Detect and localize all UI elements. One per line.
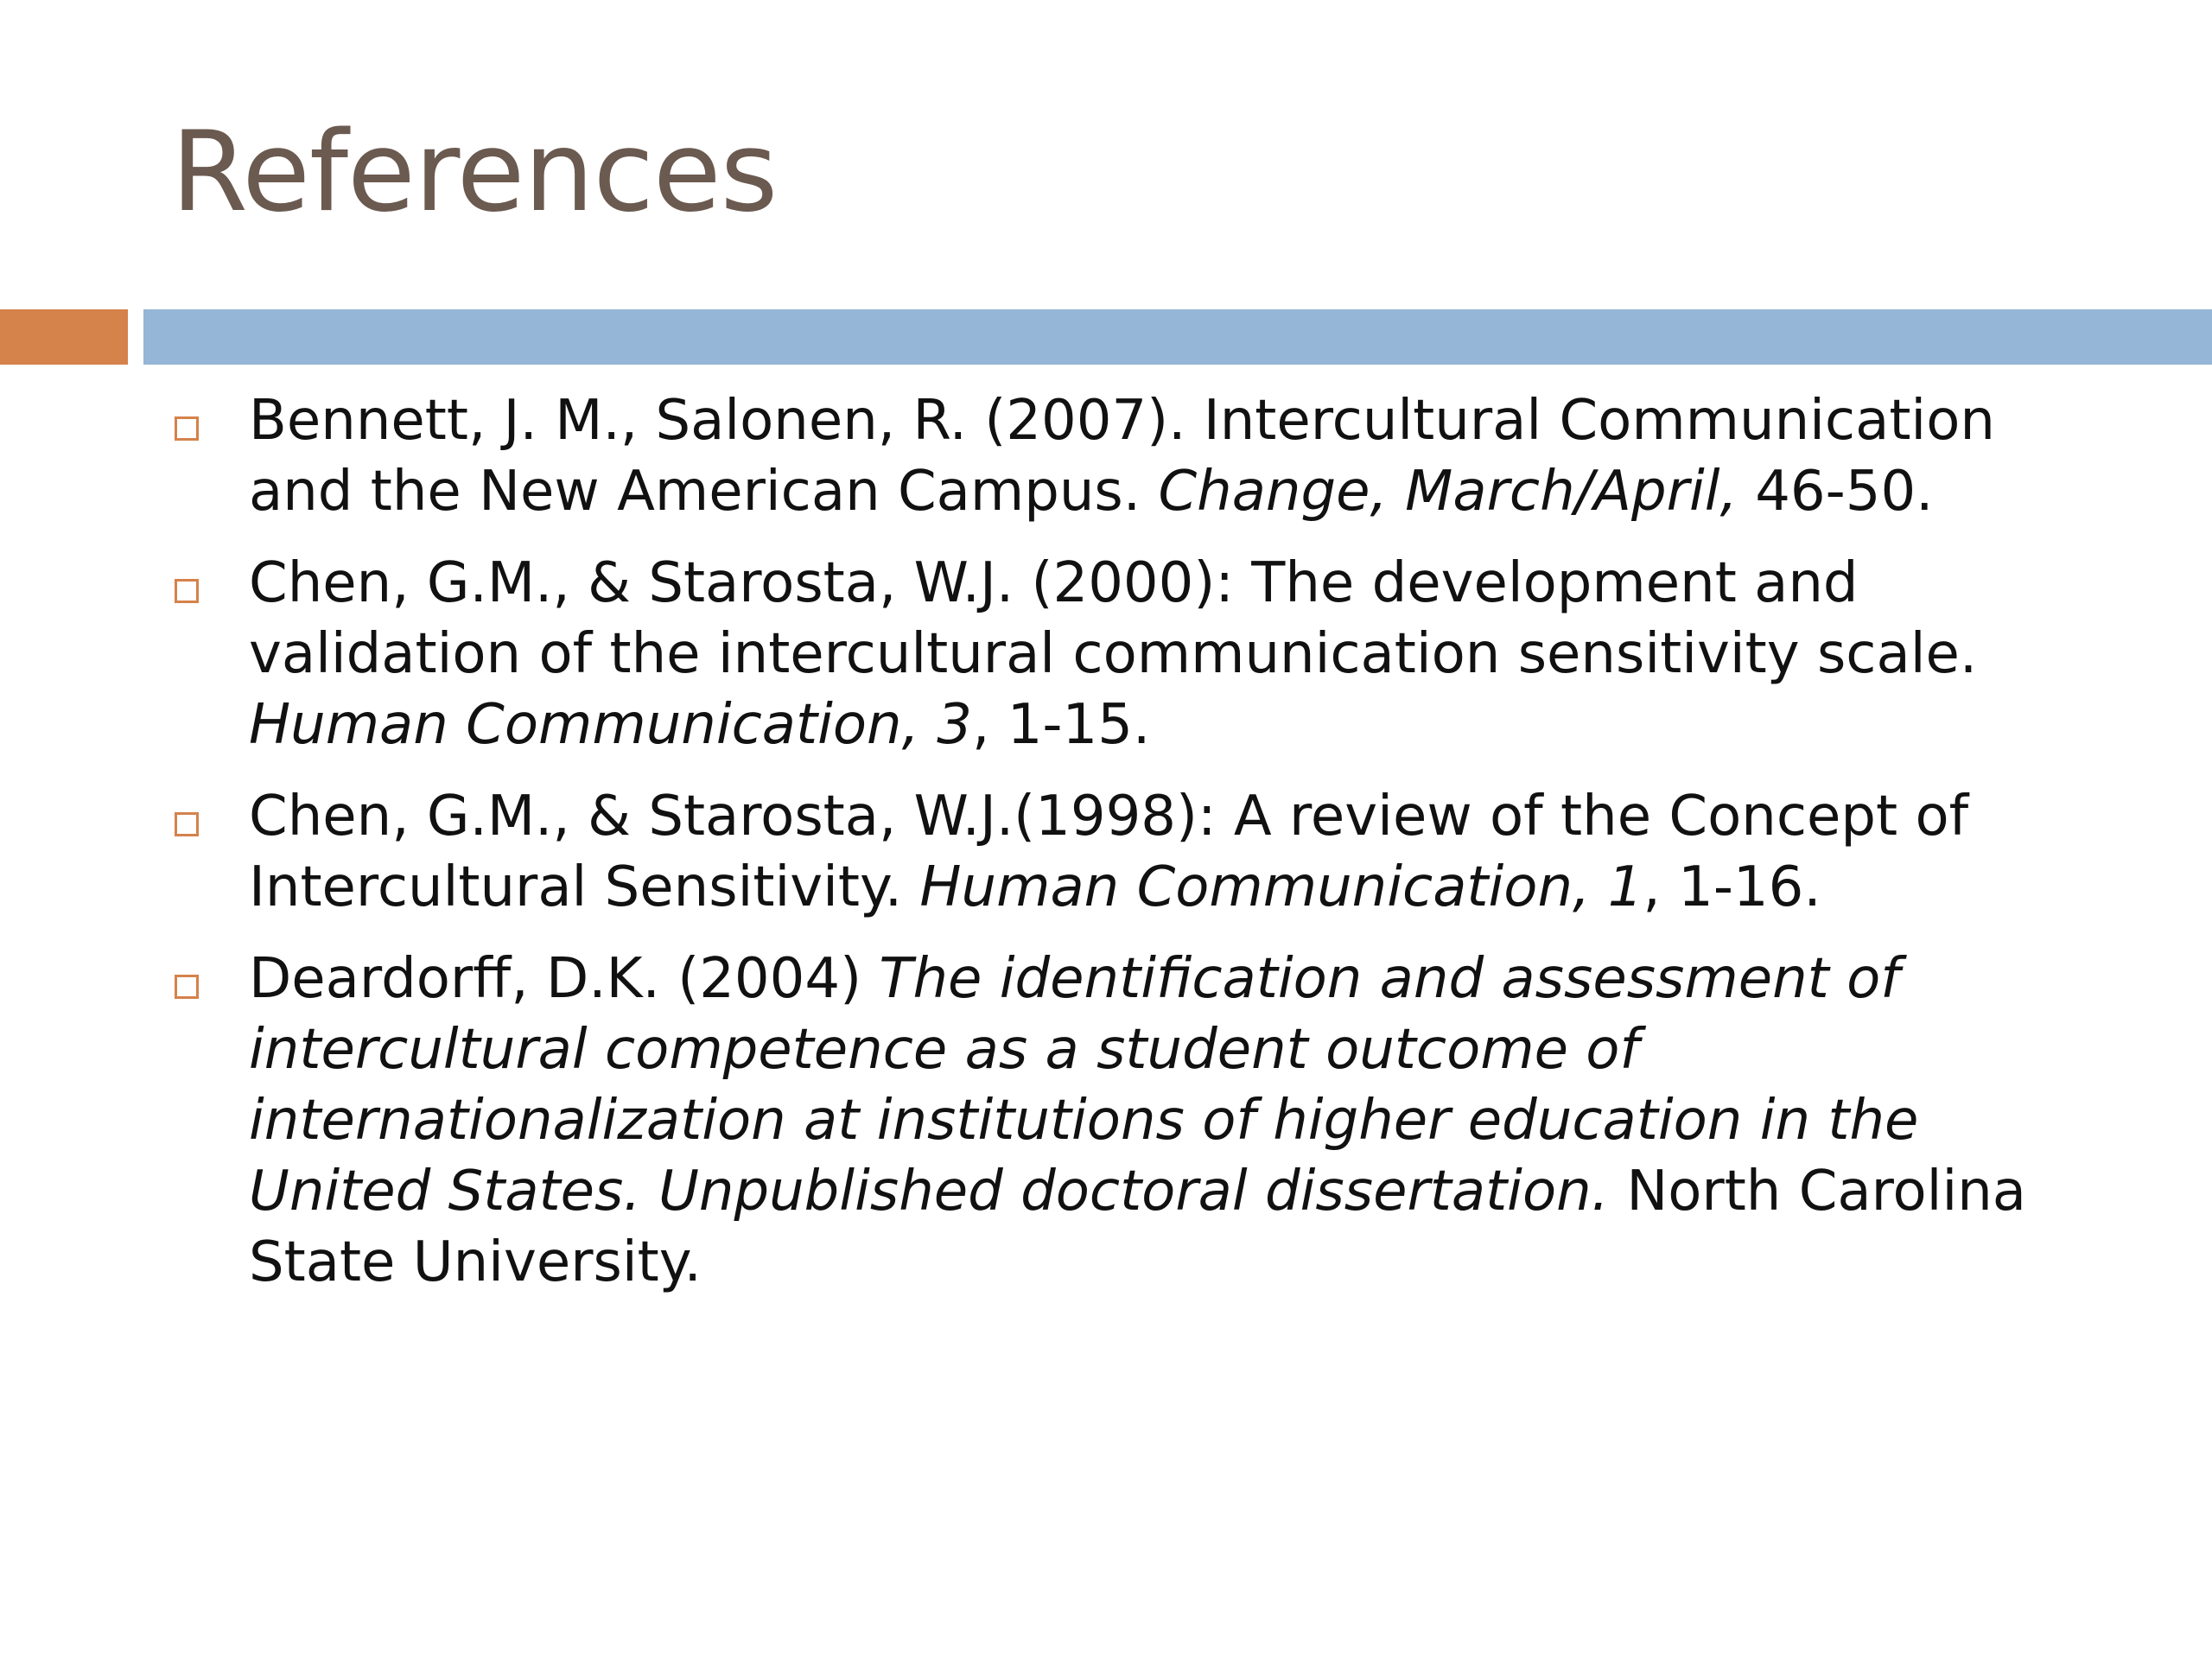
reference-italic-text: Human Communication, 1 xyxy=(919,855,1643,919)
reference-italic-text: Human Communication, 3 xyxy=(249,693,972,757)
reference-item xyxy=(171,385,2098,527)
header-bar xyxy=(143,309,2212,365)
reference-italic-text: Change, March/April, xyxy=(1158,460,1738,524)
reference-text: 46-50. xyxy=(1737,460,1934,524)
reference-text: Bennett, J. M., Salonen, R. (2007). Intercultural Communication and the New American Campus. xyxy=(249,389,1995,524)
reference-item xyxy=(171,944,2098,1298)
square-outline-bullet-icon xyxy=(175,416,199,441)
reference-text: Chen, G.M., & Starosta, W.J.(1998): A review of the Concept of Intercultural Sensitivity. xyxy=(249,785,1969,919)
square-outline-bullet-icon xyxy=(175,975,199,999)
accent-bar xyxy=(0,309,128,365)
square-outline-bullet-icon xyxy=(175,579,199,603)
reference-text: , 1-16. xyxy=(1643,855,1821,919)
reference-italic-text: The identification and assessment of intercultural competence as a student outcome of internationalization at institutions of higher education in the United States. Unpublished doctoral dissertation. xyxy=(249,947,1919,1224)
reference-item xyxy=(171,781,2098,923)
square-outline-bullet-icon xyxy=(175,812,199,836)
reference-text: , 1-15. xyxy=(972,693,1151,757)
reference-list xyxy=(171,385,2098,1319)
reference-text: Deardorff, D.K. (2004) xyxy=(249,947,880,1011)
slide-title: References xyxy=(171,108,778,237)
reference-item xyxy=(171,548,2098,760)
reference-text: North Carolina State University. xyxy=(249,1160,2026,1294)
reference-text: Chen, G.M., & Starosta, W.J. (2000): The development and validation of the intercultural communication sensitivity scale. xyxy=(249,551,1978,686)
